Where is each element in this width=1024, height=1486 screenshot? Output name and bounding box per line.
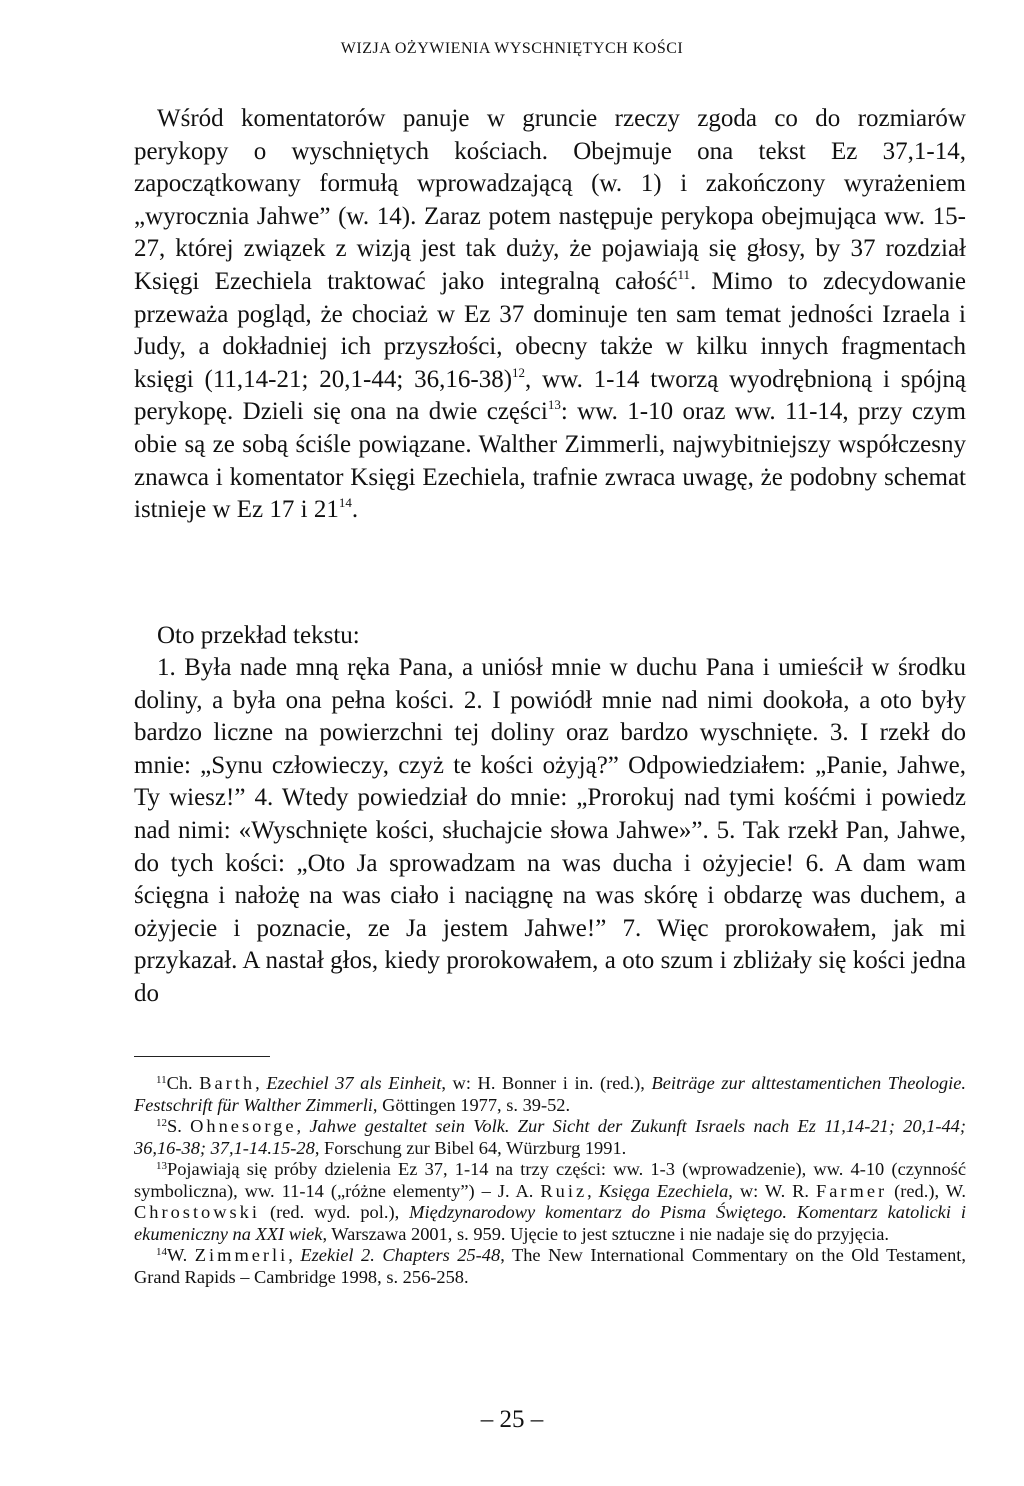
- paragraph-text: . Mimo to zdecydowanie przeważa pogląd, że chociaż w Ez 37 dominuje ten sam temat jedności Izraela i Judy, a dokładniej ich przyszłości, obecny także w kilku innych fragmentach księgi (11,14-21; 20,1-44; 36,16-38): [134, 267, 966, 393]
- footnote-12: [134, 1116, 966, 1159]
- footnote-number: 13: [156, 1160, 167, 1172]
- footnote-text: Ch.: [166, 1073, 200, 1093]
- footnote-ref-14[interactable]: 14: [338, 495, 352, 511]
- footnote-text: , The New International Commentary on the Old Testament, Grand Rapids – Cambridge 1998, s. 256-258.: [134, 1245, 966, 1287]
- footnote-text: (red.), W.: [887, 1180, 966, 1201]
- footnote-title: Księga Ezechiela: [598, 1180, 729, 1201]
- footnote-text: (red. wyd. pol.),: [260, 1202, 410, 1222]
- footnote-text: , w: H. Bonner i in. (red.),: [441, 1073, 652, 1093]
- footnote-author: Ruiz: [540, 1180, 588, 1201]
- paragraph-text: , ww. 1-14 tworzą wyodrębnioną i spójną perykopę. Dzieli się ona na dwie części: [134, 365, 966, 426]
- footnote-text: , Göttingen 1977, s. 39-52.: [372, 1094, 571, 1115]
- footnote-11: [134, 1073, 966, 1116]
- footnote-text: ,: [296, 1116, 310, 1136]
- footnote-author: Farmer: [816, 1180, 888, 1201]
- running-title: WIZJA OŻYWIENIA WYSCHNIĘTYCH KOŚCI: [340, 40, 684, 57]
- footnote-separator: [134, 1056, 270, 1057]
- footnote-ref-11[interactable]: 11: [677, 266, 690, 282]
- footnote-title: Ezechiel 37 als Einheit: [266, 1073, 442, 1093]
- footnote-title: Międzynarodowy komentarz do Pisma Świętego. Komentarz katolicki i ekumeniczny na XXI wiek: [134, 1202, 967, 1244]
- footnote-author: Ohnesorge: [190, 1116, 297, 1136]
- footnote-14: [134, 1245, 966, 1288]
- translation-intro: Oto przekład tekstu:: [157, 622, 360, 649]
- paragraph-text: Wśród komentatorów panuje w gruncie rzeczy zgoda co do rozmiarów perykopy o wyschniętych kościach. Obejmuje ona tekst Ez 37,1-14, zapoczątkowany formułą wprowadzającą (w. 1) i zakończony wyrażeniem „wyrocznia Jahwe” (w. 14). Zaraz potem następuje perykopa obejmująca ww. 15-27, której związek z wizją jest tak duży, że pojawiają się głosy, by 37 rozdział Księgi Ezechiela traktować jako integralną całość: [134, 105, 966, 295]
- paragraph-text: : ww. 1-10 oraz ww. 11-14, przy czym obie są ze sobą ściśle powiązane. Walther Zimmerli, najwybitniejszy współczesny znawca i komentator Księgi Ezechiela, trafnie zwraca uwagę, że podobny schemat istnieje w Ez 17 i 21: [134, 398, 966, 524]
- paragraph-text: .: [351, 496, 359, 524]
- footnote-ref-13[interactable]: 13: [547, 397, 561, 413]
- footnote-author: Zimmerli: [194, 1245, 289, 1265]
- footnote-number: 11: [156, 1074, 167, 1086]
- footnote-text: ,: [288, 1245, 301, 1265]
- translation-text: 1. Była nade mną ręka Pana, a uniósł mnie w duchu Pana i umieścił w środku doliny, a była ona pełna kości. 2. I powiódł mnie nad nimi dookoła, a oto były bardzo liczne na powierzchni tej doliny oraz bardzo wyschnięte. 3. I rzekł do mnie: „Synu człowieczy, czyż te kości ożyją?” Odpowiedziałem: „Panie, Jahwe, Ty wiesz!” 4. Wtedy powiedział do mnie: „Prorokuj nad tymi kośćmi i powiedz nad nimi: «Wyschnięte kości, słuchajcie słowa Jahwe»”. 5. Tak rzekł Pan, Jahwe, do tych kości: „Oto Ja sprowadzam na was ducha i ożyjecie! 6. A dam wam ścięgna i nałożę na was ciało i naciągnę na was skórę i obdarzę was duchem, a ożyjecie i poznacie, ze Ja jestem Jahwe!” 7. Więc prorokowałem, jak mi przykazał. A nastał głos, kiedy prorokowałem, a oto szum i zbliżały się kości jedna do: [134, 654, 966, 1007]
- footnote-title: Ezekiel 2. Chapters 25-48: [300, 1245, 501, 1265]
- page-number: – 25 –: [480, 1406, 544, 1433]
- footnotes: [134, 1073, 966, 1288]
- footnote-number: 14: [156, 1246, 167, 1258]
- footnote-text: Pojawiają się próby dzielenia Ez 37, 1-14 na trzy części: ww. 1-3 (wprowadzenie), ww. 4-10 (czynność symboliczna), ww. 11-14 („różne elementy”) – J. A.: [134, 1159, 966, 1201]
- footnote-text: , w: W. R.: [728, 1180, 817, 1201]
- footnote-author: Chrostowski: [134, 1202, 260, 1222]
- footnote-title: Beiträge zur alttestamentichen Theologie. Festschrift für Walther Zimmerli: [134, 1073, 966, 1115]
- footnote-text: ,: [587, 1180, 599, 1201]
- paragraph-commentators: [134, 103, 966, 527]
- footnote-ref-12[interactable]: 12: [512, 364, 526, 380]
- footnote-text: S.: [167, 1116, 191, 1136]
- footnote-title: Jahwe gestaltet sein Volk. Zur Sicht der Zukunft Israels nach Ez 11,14-21; 20,1-44; 36,16-38; 37,1-14.15-28: [134, 1116, 966, 1158]
- footnote-text: , Warszawa 2001, s. 959. Ujęcie to jest sztuczne i nie nadaje się do przyjęcia.: [322, 1223, 889, 1244]
- footnote-text: ,: [255, 1073, 267, 1093]
- footnote-text: , Forschung zur Bibel 64, Würzburg 1991.: [314, 1137, 627, 1158]
- footnote-13: [134, 1159, 966, 1245]
- footnote-text: W.: [167, 1245, 195, 1265]
- footnote-number: 12: [156, 1117, 167, 1129]
- footnote-author: Barth: [199, 1073, 256, 1093]
